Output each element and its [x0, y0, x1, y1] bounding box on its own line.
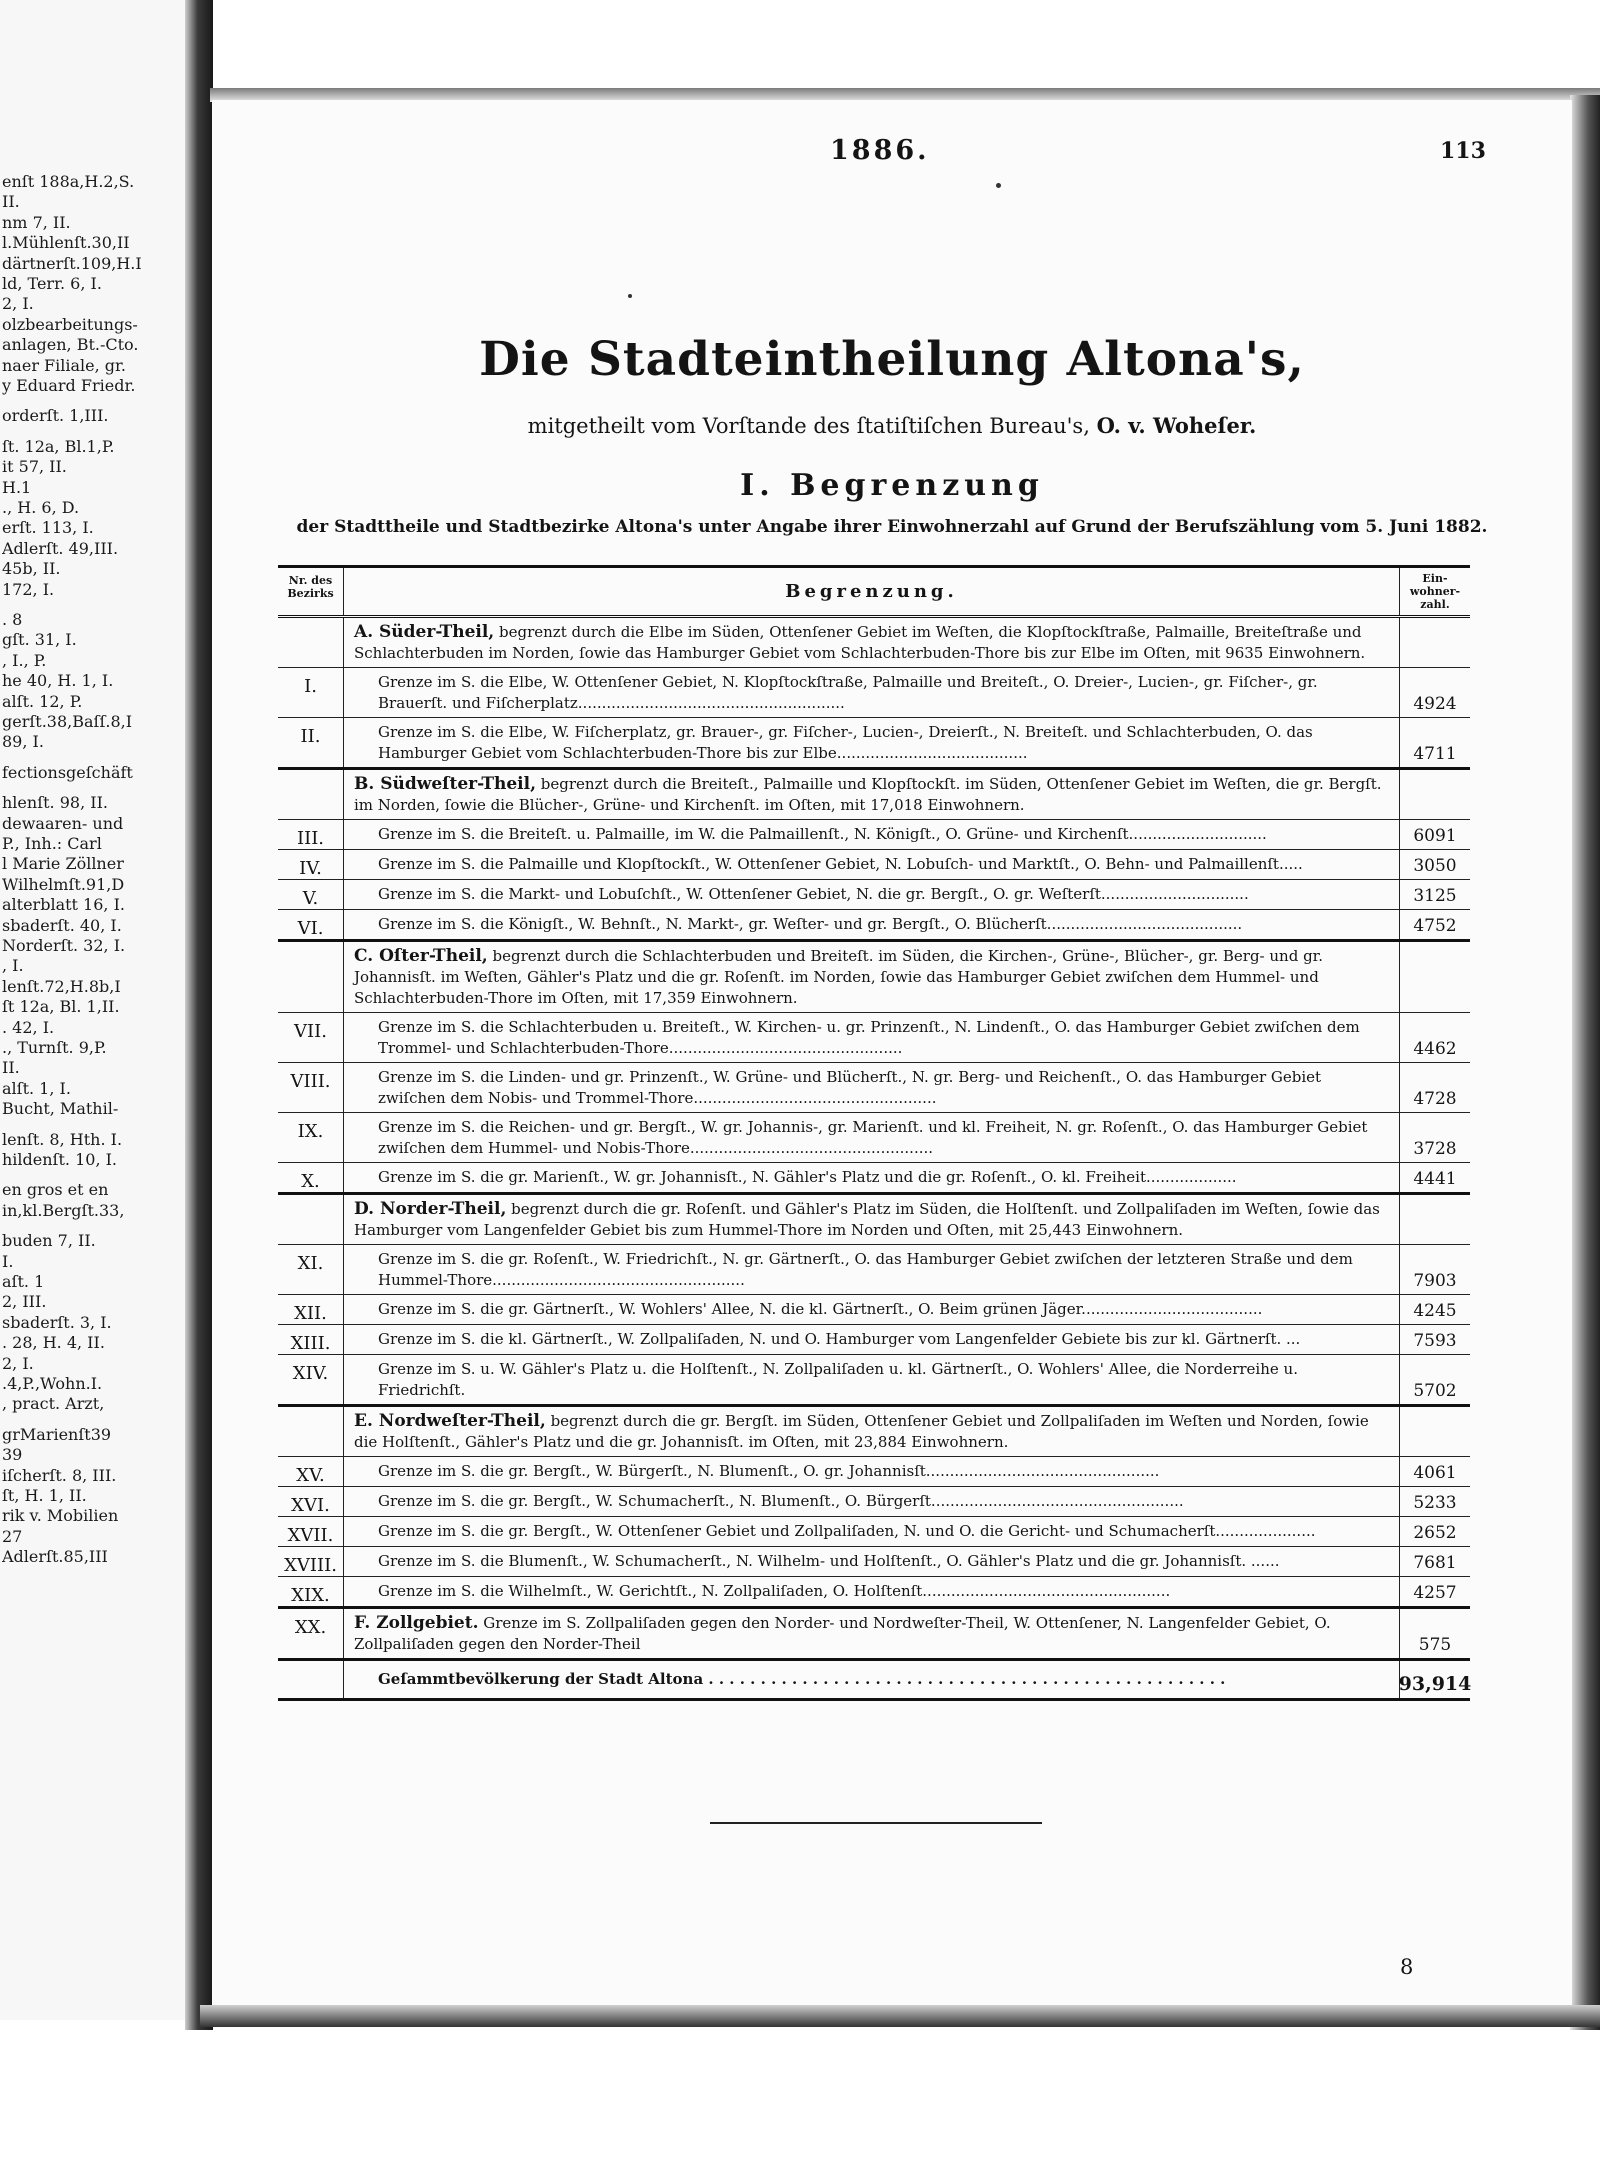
section-row	[278, 942, 1470, 1013]
subtitle-author: O. v. Woheſer.	[1096, 413, 1257, 438]
left-page-line: alſt. 1, I.	[2, 1078, 71, 1098]
district-number: XIV.	[278, 1355, 344, 1404]
section-row	[278, 1195, 1470, 1245]
boundary-description	[344, 1113, 1400, 1162]
population-count: 3125	[1413, 886, 1457, 906]
population-count: 4728	[1413, 1089, 1457, 1109]
section-row	[278, 618, 1470, 668]
district-number	[278, 618, 344, 667]
boundary-description	[344, 1407, 1400, 1456]
population-count	[1400, 770, 1470, 819]
left-page-line: Norderſt. 32, I.	[2, 936, 126, 955]
district-number	[278, 1661, 344, 1698]
population-count: 4245	[1413, 1301, 1457, 1321]
left-page-line: 39	[2, 1445, 23, 1465]
boundary-description	[344, 1163, 1400, 1192]
population-count	[1400, 618, 1470, 667]
district-number: XX.	[278, 1609, 344, 1658]
left-page-line: därtnerſt.109,H.I	[2, 253, 142, 273]
left-page-line: l Marie Zöllner	[2, 854, 124, 874]
population-count	[1400, 942, 1470, 1012]
left-page-line: enſt 188a,H.2,S.	[2, 172, 135, 191]
left-page-line: fectionsgeſchäft	[2, 762, 133, 782]
left-page-line: H.1	[2, 477, 32, 497]
district-number: IV.	[278, 850, 344, 879]
district-number: XVI.	[278, 1487, 344, 1516]
population-count: 7903	[1413, 1271, 1457, 1291]
left-page-line: ., H. 6, D.	[2, 498, 80, 517]
population-count: 3728	[1413, 1139, 1457, 1159]
left-page-line: 27	[2, 1526, 23, 1546]
boundary-text: Grenze im S. die Markt- und Lobuſchſt., W. Ottenſener Gebiet, N. die gr. Bergſt., O. gr. Weſterſt...............................	[378, 885, 1249, 903]
boundary-text: Grenze im S. die gr. Roſenſt., W. Friedrichſt., N. gr. Gärtnerſt., O. das Hamburger Gebiet zwiſchen der letzteren Straße und dem Hummel-Thore.....................................................	[378, 1250, 1353, 1289]
page-shadow-right	[1570, 95, 1600, 2030]
footer-rule	[710, 1822, 1042, 1824]
boundary-description	[344, 1195, 1400, 1244]
boundary-text: Grenze im S. die Schlachterbuden u. Breiteſt., W. Kirchen- u. gr. Prinzenſt., N. Lindenſt., O. das Hamburger Gebiet zwiſchen dem Trommel- und Schlachterbuden-Thore.................................................	[378, 1018, 1360, 1057]
district-number: XI.	[278, 1245, 344, 1294]
boundary-text: begrenzt durch die Elbe im Süden, Ottenſener Gebiet im Weſten, die Klopſtockſtraße, Palmaille, Breiteſtraße und Schlachterbuden im Norden, ſowie das Hamburger Gebiet vom Schlachterbuden-Thore bis zur Elbe im Oſten, mit 9635 Einwohnern.	[354, 623, 1366, 662]
population-count: 4257	[1413, 1583, 1457, 1603]
ink-speck	[628, 294, 632, 298]
page-number: 113	[1440, 138, 1486, 164]
table-row	[278, 1245, 1470, 1295]
left-page-line: ſt, H. 1, II.	[2, 1486, 87, 1505]
page-shadow-bottom	[200, 2005, 1600, 2027]
left-page-line: ſt 12a, Bl. 1,II.	[2, 997, 120, 1017]
left-page-line: dewaaren- und	[2, 813, 124, 833]
boundary-description	[344, 942, 1400, 1012]
left-page-line: Wilhelmſt.91,D	[2, 874, 125, 894]
left-page-line: orderſt. 1,III.	[2, 406, 109, 426]
boundary-description	[344, 820, 1400, 849]
table-row	[278, 1355, 1470, 1407]
boundary-text: Grenze im S. die kl. Gärtnerſt., W. Zollpaliſaden, N. und O. Hamburger vom Langenfelder Gebiete bis zur kl. Gärtnerſt. ...	[378, 1330, 1301, 1348]
left-page-line: 89, I.	[2, 732, 44, 752]
ink-speck	[996, 183, 1001, 188]
left-page-line: erſt. 113, I.	[2, 518, 94, 538]
section-name: C. Oſter-Theil,	[354, 946, 488, 966]
section-name: D. Norder-Theil,	[354, 1199, 507, 1219]
population-count: 4752	[1413, 916, 1457, 936]
population-count: 93,914	[1398, 1673, 1472, 1695]
left-page-line: , I.	[2, 956, 24, 976]
left-page-line: buden 7, II.	[2, 1231, 96, 1251]
boundary-text: Grenze im S. die Breiteſt. u. Palmaille, im W. die Palmaillenſt., N. Königſt., O. Grüne- und Kirchenſt.............................	[378, 825, 1267, 843]
population-count: 4462	[1413, 1039, 1457, 1059]
page-signature: 8	[1400, 1955, 1414, 1979]
boundary-text: Grenze im S. u. W. Gähler's Platz u. die Holſtenſt., N. Zollpaliſaden u. kl. Gärtnerſt., O. Wohlers' Allee, die Norderreihe u. Friedrichſt.	[378, 1360, 1298, 1399]
left-page-line: ., Turnſt. 9,P.	[2, 1038, 107, 1057]
left-page-line: Bucht, Mathil-	[2, 1099, 119, 1119]
left-page-line: it 57, II.	[2, 457, 67, 477]
boundary-text: begrenzt durch die Breiteſt., Palmaille und Klopſtockſt. im Süden, Ottenſener Gebiet im Weſten, die gr. Bergſt. im Norden, ſowie die Blücher-, Grüne- und Kirchenſt. im Oſten, mit 17,018 Einwohnern.	[354, 775, 1382, 814]
table-row	[278, 1013, 1470, 1063]
boundary-text: Geſammtbevölkerung der Stadt Altona . . . . . . . . . . . . . . . . . . . . . . . . . . . . . . . . . . . . . . . . . . . . . . . . . .	[378, 1670, 1226, 1688]
population-count: 4924	[1413, 694, 1457, 714]
left-page-line: ld, Terr. 6, I.	[2, 274, 102, 293]
left-page-line: 2, III.	[2, 1292, 47, 1312]
table-body	[278, 618, 1470, 1701]
boundary-description	[344, 1295, 1400, 1324]
left-page-line: lenſt.72,H.8b,I	[2, 976, 121, 996]
section-row	[278, 770, 1470, 820]
section-row	[278, 1407, 1470, 1457]
left-page-line: aſt. 1	[2, 1272, 45, 1291]
document-subtitle	[212, 413, 1572, 438]
district-number: XVII.	[278, 1517, 344, 1546]
boundary-text: Grenze im S. die Blumenſt., W. Schumacherſt., N. Wilhelm- und Holſtenſt., O. Gähler's Platz und die gr. Johannisſt. ......	[378, 1552, 1280, 1570]
boundary-description	[344, 1609, 1400, 1658]
boundary-text: Grenze im S. die Wilhelmſt., W. Gerichtſt., N. Zollpaliſaden, O. Holſtenſt....................................................	[378, 1582, 1171, 1600]
left-page-line: P., Inh.: Carl	[2, 834, 102, 853]
district-number: VIII.	[278, 1063, 344, 1112]
total-row	[278, 1661, 1470, 1701]
district-number: III.	[278, 820, 344, 849]
table-row	[278, 1163, 1470, 1195]
table-row	[278, 1325, 1470, 1355]
boundary-description	[344, 668, 1400, 717]
section-name: B. Südweſter-Theil,	[354, 774, 537, 794]
boundary-description	[344, 1325, 1400, 1354]
left-page-line: ſt. 12a, Bl.1,P.	[2, 436, 115, 456]
boundary-text: begrenzt durch die gr. Roſenſt. und Gähler's Platz im Süden, die Holſtenſt. und Zollpaliſaden im Weſten, ſowie das Hamburger vom Langenfelder Gebiet bis zum Hummel-Thore im Norden und Oſten, mit 25,443 Einwohnern.	[354, 1200, 1380, 1239]
district-number: V.	[278, 880, 344, 909]
left-page-line: alterblatt 16, I.	[2, 895, 125, 915]
subtitle-text: mitgetheilt vom Vorſtande des ſtatiſtiſchen Bureau's,	[527, 414, 1090, 438]
table-row	[278, 880, 1470, 910]
boundary-text: Grenze im S. die Linden- und gr. Prinzenſt., W. Grüne- und Blücherſt., N. gr. Berg- und Reichenſt., O. das Hamburger Gebiet zwiſchen dem Nobis- und Trommel-Thore...................................................	[378, 1068, 1322, 1107]
left-page-line: rik v. Mobilien	[2, 1506, 119, 1526]
left-page-line: , pract. Arzt,	[2, 1394, 105, 1414]
left-page-line: 2, I.	[2, 294, 34, 314]
district-number: VII.	[278, 1013, 344, 1062]
population-count	[1400, 1195, 1470, 1244]
left-page-line: alſt. 12, P.	[2, 691, 83, 711]
boundary-text: Grenze im S. Zollpaliſaden gegen den Norder- und Nordweſter-Theil, W. Ottenſener, N. Langenfelder Gebiet, O. Zollpaliſaden gegen den Norder-Theil	[354, 1614, 1331, 1653]
district-number: IX.	[278, 1113, 344, 1162]
district-number: X.	[278, 1163, 344, 1192]
district-number: I.	[278, 668, 344, 717]
table-header-row	[278, 568, 1470, 618]
left-page-line: hildenſt. 10, I.	[2, 1150, 118, 1169]
boundary-description	[344, 1661, 1400, 1698]
section-title: I. Begrenzung	[740, 468, 1044, 503]
col-header-number: Nr. des Bezirks	[278, 568, 344, 615]
district-number: XIII.	[278, 1325, 344, 1354]
left-page-line: naer Filiale, gr.	[2, 355, 127, 375]
left-page-line: nm 7, II.	[2, 212, 71, 232]
population-count: 5702	[1413, 1381, 1457, 1401]
boundary-description	[344, 850, 1400, 879]
boundary-description	[344, 1063, 1400, 1112]
left-page-line: gerſt.38,Baſſ.8,I	[2, 712, 133, 731]
boundary-description	[344, 1517, 1400, 1546]
table-row	[278, 850, 1470, 880]
district-table	[278, 565, 1470, 1701]
section-name: E. Nordweſter-Theil,	[354, 1411, 546, 1431]
boundary-text: Grenze im S. die Königſt., W. Behnſt., N. Markt-, gr. Weſter- und gr. Bergſt., O. Blücherſt.........................................	[378, 915, 1243, 933]
population-count: 5233	[1413, 1493, 1457, 1513]
boundary-description	[344, 718, 1400, 767]
table-row	[278, 1113, 1470, 1163]
population-count: 7681	[1413, 1553, 1457, 1573]
left-page-line: sbaderſt. 3, I.	[2, 1312, 112, 1332]
document-title: Die Stadteintheilung Altona's,	[479, 332, 1305, 387]
population-count: 575	[1418, 1635, 1452, 1655]
boundary-text: begrenzt durch die Schlachterbuden und Breiteſt. im Süden, die Kirchen-, Grüne-, Blücher-, gr. Berg- und gr. Johannisſt. im Weſten, Gähler's Platz und die gr. Roſenſt. im Norden, ſowie das Hamburger Gebiet zwiſchen dem Hummel- und Schlachterbuden-Thore im Oſten, mit 17,359 Einwohnern.	[354, 947, 1323, 1007]
population-count	[1400, 1407, 1470, 1456]
col-header-population: Ein-wohner-zahl.	[1409, 572, 1461, 611]
left-page-line: , I., P.	[2, 650, 47, 670]
boundary-text: Grenze im S. die Elbe, W. Ottenſener Gebiet, N. Klopſtockſtraße, Palmaille und Breiteſt., O. Dreier-, Lucien-, gr. Fiſcher-, gr. Brauerſt. und Fiſcherplatz........................................................	[378, 673, 1318, 712]
left-page-fragment	[0, 0, 195, 2020]
boundary-description	[344, 618, 1400, 667]
boundary-text: Grenze im S. die gr. Marienſt., W. gr. Johannisſt., N. Gähler's Platz und die gr. Roſenſt., O. kl. Freiheit...................	[378, 1168, 1237, 1186]
boundary-text: begrenzt durch die gr. Bergſt. im Süden, Ottenſener Gebiet und Zollpaliſaden im Weſten und Norden, ſowie die Holſtenſt., Gähler's Platz und die gr. Johannisſt. im Oſten, mit 23,884 Einwohnern.	[354, 1412, 1369, 1451]
left-page-line: olzbearbeitungs-	[2, 314, 138, 334]
boundary-description	[344, 1577, 1400, 1606]
left-page-line: II.	[2, 1058, 20, 1078]
district-number: XVIII.	[278, 1547, 344, 1576]
table-row	[278, 1063, 1470, 1113]
left-page-line: I.	[2, 1251, 14, 1271]
section-name: A. Süder-Theil,	[354, 622, 495, 642]
left-page-line: lenſt. 8, Hth. I.	[2, 1129, 123, 1149]
district-number	[278, 1195, 344, 1244]
district-number: XV.	[278, 1457, 344, 1486]
boundary-description	[344, 1013, 1400, 1062]
boundary-description	[344, 910, 1400, 939]
district-number: XII.	[278, 1295, 344, 1324]
left-page-line: in,kl.Bergſt.33,	[2, 1200, 125, 1220]
boundary-description	[344, 770, 1400, 819]
table-row	[278, 820, 1470, 850]
population-count: 7593	[1413, 1331, 1457, 1351]
left-page-line: iſcherſt. 8, III.	[2, 1465, 117, 1485]
page-year: 1886.	[830, 135, 930, 166]
left-page-line: . 8	[2, 610, 23, 629]
boundary-description	[344, 1355, 1400, 1404]
population-count: 4711	[1413, 744, 1457, 764]
left-page-line: he 40, H. 1, I.	[2, 671, 114, 691]
left-page-line: hlenſt. 98, II.	[2, 793, 108, 813]
left-page-line: 2, I.	[2, 1353, 34, 1373]
district-number	[278, 770, 344, 819]
left-page-line: grMarienſt39	[2, 1424, 112, 1444]
boundary-text: Grenze im S. die gr. Bergſt., W. Ottenſener Gebiet und Zollpaliſaden, N. und O. die Gericht- und Schumacherſt.....................	[378, 1522, 1316, 1540]
population-count: 4441	[1413, 1169, 1457, 1189]
table-row	[278, 668, 1470, 718]
boundary-text: Grenze im S. die Reichen- und gr. Bergſt., W. gr. Johannis-, gr. Marienſt. und kl. Freiheit, N. gr. Roſenſt., O. das Hamburger Gebiet zwiſchen dem Hummel- und Nobis-Thore...................................................	[378, 1118, 1368, 1157]
district-number: XIX.	[278, 1577, 344, 1606]
table-row	[278, 718, 1470, 770]
section-subtitle: der Stadttheile und Stadtbezirke Altona's unter Angabe ihrer Einwohnerzahl auf Grund der Berufszählung vom 5. Juni 1882.	[296, 517, 1488, 537]
left-page-line: 172, I.	[2, 579, 55, 599]
boundary-description	[344, 1245, 1400, 1294]
district-number	[278, 1407, 344, 1456]
left-page-line: en gros et en	[2, 1180, 109, 1200]
left-page-line: y Eduard Friedr.	[2, 376, 136, 395]
district-number	[278, 942, 344, 1012]
population-count: 2652	[1413, 1523, 1457, 1543]
left-page-line: Adlerſt. 49,III.	[2, 538, 119, 558]
section-name: F. Zollgebiet.	[354, 1613, 479, 1633]
population-count: 6091	[1413, 826, 1457, 846]
table-row	[278, 1547, 1470, 1577]
left-page-line: gſt. 31, I.	[2, 630, 77, 650]
table-row	[278, 1577, 1470, 1609]
left-page-line: sbaderſt. 40, I.	[2, 915, 122, 935]
book-gutter	[185, 0, 213, 2030]
table-row	[278, 1457, 1470, 1487]
district-number: VI.	[278, 910, 344, 939]
table-row	[278, 1517, 1470, 1547]
boundary-description	[344, 880, 1400, 909]
population-count: 3050	[1413, 856, 1457, 876]
boundary-description	[344, 1547, 1400, 1576]
boundary-description	[344, 1457, 1400, 1486]
left-page-line: . 28, H. 4, II.	[2, 1333, 105, 1353]
boundary-text: Grenze im S. die Elbe, W. Fiſcherplatz, gr. Brauer-, gr. Fiſcher-, Lucien-, Dreierſt., N. Breiteſt. und Schlachterbuden, O. das Hamburger Gebiet vom Schlachterbuden-Thore bis zur Elbe........................................	[378, 723, 1313, 762]
district-number: II.	[278, 718, 344, 767]
boundary-text: Grenze im S. die gr. Gärtnerſt., W. Wohlers' Allee, N. die kl. Gärtnerſt., O. Beim grünen Jäger......................................	[378, 1300, 1263, 1318]
table-row	[278, 1609, 1470, 1661]
left-page-line: anlagen, Bt.-Cto.	[2, 335, 139, 355]
left-page-line: Adlerſt.85,III	[2, 1547, 108, 1567]
left-page-line: l.Mühlenſt.30,II	[2, 233, 130, 253]
table-row	[278, 1487, 1470, 1517]
left-page-line: . 42, I.	[2, 1017, 55, 1037]
left-page-line: II.	[2, 192, 20, 212]
table-row	[278, 910, 1470, 942]
population-count: 4061	[1413, 1463, 1457, 1483]
boundary-text: Grenze im S. die gr. Bergſt., W. Schumacherſt., N. Blumenſt., O. Bürgerſt.....................................................	[378, 1492, 1184, 1510]
left-page-line: .4,P.,Wohn.I.	[2, 1374, 103, 1393]
boundary-text: Grenze im S. die gr. Bergſt., W. Bürgerſt., N. Blumenſt., O. gr. Johannisſt.................................................	[378, 1462, 1160, 1480]
boundary-description	[344, 1487, 1400, 1516]
boundary-text: Grenze im S. die Palmaille und Klopſtockſt., W. Ottenſener Gebiet, N. Lobuſch- und Marktſt., O. Behn- und Palmaillenſt.....	[378, 855, 1303, 873]
col-header-boundary: Begrenzung.	[344, 568, 1400, 615]
table-row	[278, 1295, 1470, 1325]
left-page-line: 45b, II.	[2, 559, 61, 579]
